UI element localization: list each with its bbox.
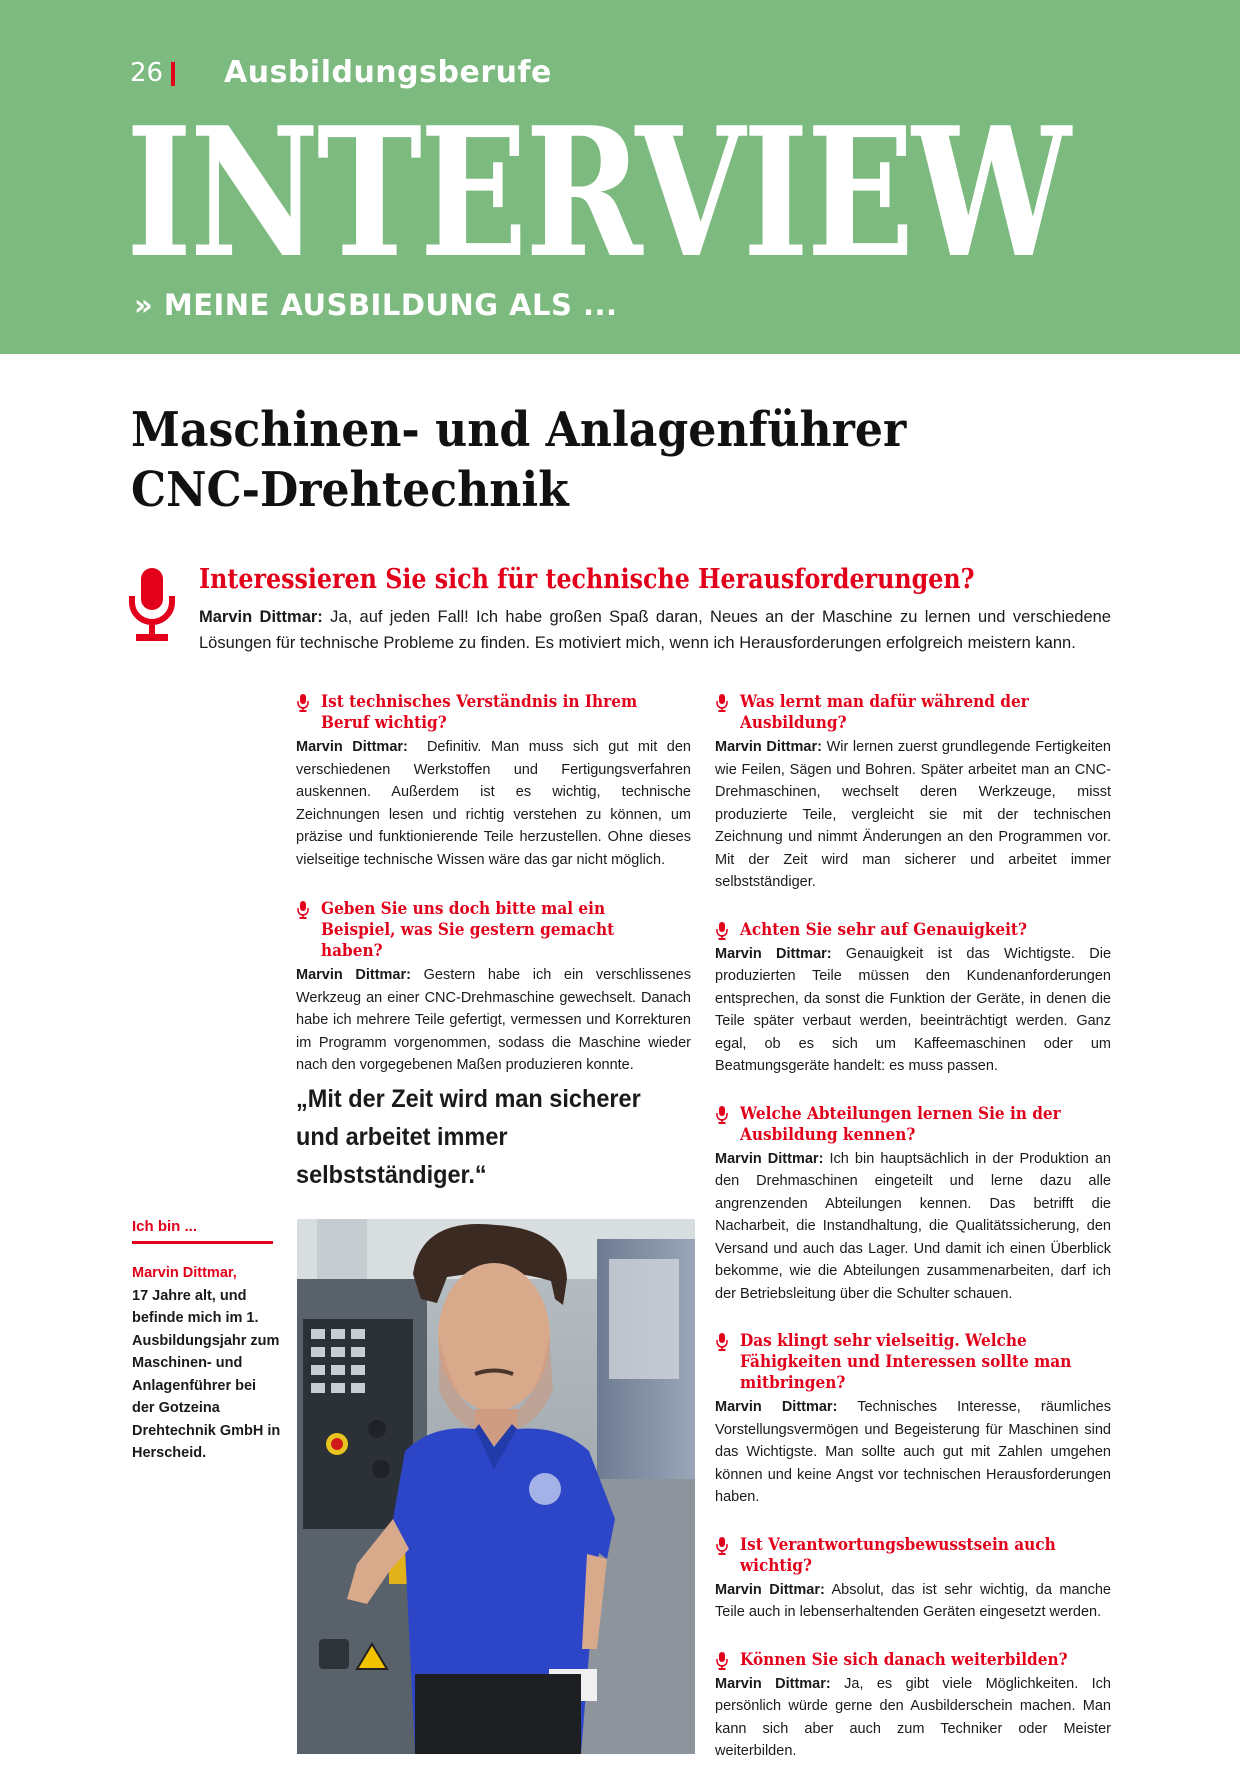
qa-question [715, 1331, 1111, 1394]
qa-block [715, 692, 1111, 894]
right-column [715, 692, 1111, 1781]
page-number-divider [171, 62, 175, 86]
microphone-icon [716, 922, 728, 940]
qa-answer [296, 964, 691, 1077]
qa-block [296, 899, 691, 1077]
speaker-label: Marvin Dittmar: [296, 967, 411, 983]
sidebar-divider [132, 1241, 273, 1244]
sidebar-name: Marvin Dittmar, [132, 1265, 237, 1281]
question-text: Das klingt sehr vielseitig. Welche Fähigkeiten und Interessen sollte man mitbringen? [740, 1331, 1072, 1393]
speaker-label: Marvin Dittmar: [199, 608, 323, 626]
answer-text: Ja, auf jeden Fall! Ich habe großen Spaß daran, Neues an der Maschine zu lernen und verschiedene Lösungen für technische Probleme zu finden. Es motiviert mich, wenn ich Herausforderungen erfolgreich meistern kann. [199, 608, 1111, 652]
microphone-icon [716, 1106, 728, 1124]
answer-text: Gestern habe ich ein verschlissenes Werkzeug an einer CNC-Drehmaschine gewechselt. Danach habe ich mehrere Teile gefertigt, vermessen und Korrekturen im Programm vorgenommen, sodass die Maschine wieder nach den vorgegebenen Maßen produzieren konnte. [296, 967, 691, 1073]
qa-answer [296, 736, 691, 871]
sidebar-heading: Ich bin ... [132, 1218, 198, 1235]
qa-block [296, 692, 691, 871]
microphone-icon [716, 694, 728, 712]
qa-answer [715, 943, 1111, 1078]
qa-question [715, 1535, 1111, 1577]
answer-text: Wir lernen zuerst grundlegende Fertigkeiten wie Feilen, Sägen und Bohren. Später arbeitet man an CNC-Drehmaschinen, wechselt deren Werkzeuge, misst produzierte Teile, vergleicht sie mit der technischen Zeichnung und nimmt Änderungen an den Programmen vor. Mit der Zeit wird man sicherer und arbeitet immer selbstständiger. [715, 739, 1111, 890]
qa-block [715, 920, 1111, 1078]
job-title [131, 400, 906, 520]
question-text: Achten Sie sehr auf Genauigkeit? [740, 919, 1027, 940]
speaker-label: Marvin Dittmar: [715, 945, 832, 962]
question-text: Ist technisches Verständnis in Ihrem Beruf wichtig? [321, 692, 638, 733]
intro-question: Interessieren Sie sich für technische Herausforderungen? [199, 564, 975, 595]
speaker-label: Marvin Dittmar: [296, 739, 408, 755]
speaker-label: Marvin Dittmar: [715, 1581, 825, 1598]
qa-question [715, 920, 1111, 941]
microphone-icon [128, 566, 176, 644]
qa-question [296, 899, 691, 962]
speaker-label: Marvin Dittmar: [715, 1675, 831, 1692]
sidebar-bio [132, 1262, 282, 1465]
header-banner [0, 0, 1240, 354]
speaker-label: Marvin Dittmar: [715, 1399, 838, 1415]
page-subtitle: » MEINE AUSBILDUNG ALS ... [134, 288, 618, 322]
qa-block [715, 1650, 1111, 1763]
answer-text: Ich bin hauptsächlich in der Produktion an den Drehmaschinen eingeteilt und lerne dazu alle angrenzenden Abteilungen kennen. Das betrifft die Nacharbeit, die Instandhaltung, die Qualitätssicherung, den Versand und auch das Lager. Und damit ich einen Überblick bekomme, wie die Abteilungen zusammenarbeiten, darf ich der Betriebsleitung über die Schulter schauen. [715, 1150, 1111, 1302]
microphone-icon [716, 1652, 728, 1670]
answer-text: Ja, es gibt viele Möglichkeiten. Ich persönlich würde gerne den Ausbilderschein machen. Man kann sich aber auch zum Techniker oder Meister weiterbilden. [715, 1675, 1111, 1759]
microphone-icon [297, 901, 309, 919]
qa-answer [715, 1396, 1111, 1509]
qa-question [715, 1104, 1111, 1146]
qa-question [715, 692, 1111, 734]
question-text: Ist Verantwortungsbewusstsein auch wichtig? [740, 1534, 1056, 1576]
qa-question [296, 692, 691, 734]
microphone-icon [297, 694, 309, 712]
job-title-line-2: CNC-Drehtechnik [131, 462, 569, 518]
question-text: Was lernt man dafür während der Ausbildung? [740, 692, 1029, 733]
answer-text: Definitiv. Man muss sich gut mit den verschiedenen Werkstoffen und Fertigungsverfahren auskennen. Außerdem ist es wichtig, technische Zeichnungen lesen und richtig verstehen zu können, um präzise und funktionierende Teile herzustellen. Ohne dieses vielseitige technische Wissen wäre das gar nicht möglich. [296, 739, 691, 868]
qa-answer [715, 1673, 1111, 1763]
answer-text: Technisches Interesse, räumliches Vorstellungsvermögen und Begeisterung für Maschinen sind das Wichtigste. Man sollte auch gut mit Zahlen umgehen können und keine Angst vor technischen Herausforderungen haben. [715, 1399, 1111, 1505]
speaker-label: Marvin Dittmar: [715, 739, 822, 755]
left-column [296, 692, 691, 1095]
sidebar-bio-text: 17 Jahre alt, und befinde mich im 1. Ausbildungsjahr zum Maschinen- und Anlagenführer bei der Gotzeina Drehtechnik GmbH in Herscheid. [132, 1287, 281, 1461]
portrait-photo [297, 1219, 695, 1754]
microphone-icon [716, 1537, 728, 1555]
section-label: Ausbildungsberufe [224, 55, 552, 90]
pull-quote: „Mit der Zeit wird man sicherer und arbeitet immer selbstständiger.“ [296, 1085, 641, 1189]
answer-text: Genauigkeit ist das Wichtigste. Die produzierten Teile müssen den Kundenanforderungen entsprechen, da sonst die Funktion der Geräte, in denen die Teile später verbaut werden, beeinträchtigt werden. Ganz egal, ob es sich um Kaffeemaschinen oder um Beatmungsgeräte handelt: es muss passen. [715, 945, 1112, 1074]
qa-answer [715, 1579, 1111, 1624]
qa-answer [715, 1148, 1111, 1306]
question-text: Geben Sie uns doch bitte mal ein Beispiel, was Sie gestern gemacht haben? [321, 899, 615, 961]
microphone-icon [716, 1333, 728, 1351]
qa-block [715, 1104, 1111, 1306]
page-title: INTERVIEW [126, 88, 1069, 297]
page-number: 26 [130, 58, 164, 88]
question-text: Können Sie sich danach weiterbilden? [740, 1649, 1068, 1670]
qa-question [715, 1650, 1111, 1671]
qa-answer [715, 736, 1111, 894]
qa-block [715, 1331, 1111, 1509]
job-title-line-1: Maschinen- und Anlagenführer [131, 402, 907, 458]
answer-text: Absolut, das ist sehr wichtig, da manche Teile auch in lebenserhaltenden Geräten eingesetzt werden. [715, 1581, 1111, 1620]
intro-answer [199, 604, 1111, 656]
question-text: Welche Abteilungen lernen Sie in der Ausbildung kennen? [740, 1103, 1061, 1145]
speaker-label: Marvin Dittmar: [715, 1150, 824, 1167]
photo-illustration [297, 1219, 695, 1754]
qa-block [715, 1535, 1111, 1624]
